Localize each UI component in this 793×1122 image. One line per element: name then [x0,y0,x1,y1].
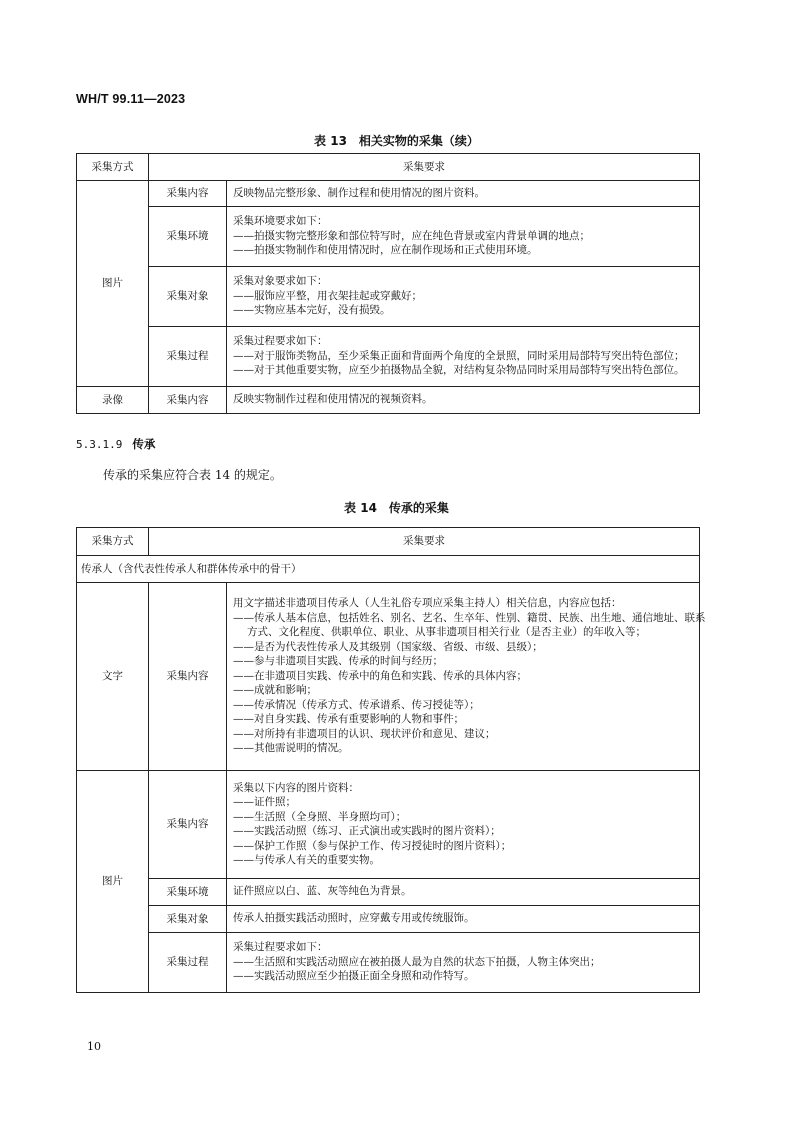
page-number: 10 [87,1040,101,1053]
requirement-cell: 采集环境要求如下： ——拍摄实物完整形象和部位特写时，应在纯色背景或室内背景单调的地点； ——拍摄实物制作和使用情况时，应在制作现场和正式使用环境。 [227,207,700,267]
table-13-caption: 表 13 相关实物的采集（续） [314,134,479,148]
section-number: 5.3.1.9 [76,438,123,451]
table-row [77,267,700,327]
table-subheader-row [77,556,700,583]
table-header-row [77,154,700,181]
method-cell: 图片 [77,771,149,993]
item-cell: 采集对象 [149,906,227,933]
header-requirements: 采集要求 [149,528,700,556]
method-cell: 文字 [77,583,149,771]
table-14 [76,527,706,993]
item-cell: 采集内容 [149,583,227,771]
requirement-cell: 传承人拍摄实践活动照时，应穿戴专用或传统服饰。 [227,906,700,933]
item-cell: 采集过程 [149,933,227,993]
requirement-cell: 反映实物制作过程和使用情况的视频资料。 [227,387,700,414]
header-method: 采集方式 [77,528,149,556]
table-row [77,771,700,879]
method-cell: 录像 [77,387,149,414]
requirement-cell: 采集对象要求如下： ——服饰应平整，用衣架挂起或穿戴好； ——实物应基本完好，没有损毁。 [227,267,700,327]
item-cell: 采集过程 [149,327,227,387]
item-cell: 采集环境 [149,207,227,267]
requirement-cell: 用文字描述非遗项目传承人（人生礼俗专项应采集主持人）相关信息，内容应包括： ——传承人基本信息，包括姓名、别名、艺名、生卒年、性别、籍贯、民族、出生地、通信地址、联系 方式、文化程度、供职单位、职业、从事非遗项目相关行业（是否主业）的年收入等； ——是否为代表性传承人及其级别（国家级、省级、市级、县级）； ——参与非遗项目实践、传承的时间与经历； ——在非遗项目实践、传承中的角色和实践、传承的具体内容； ——成就和影响； ——传承情况（传承方式、传承谱系、传习授徒等）； ——对自身实践、传承有重要影响的人物和事件； ——对所持有非遗项目的认识、现状评价和意见、建议； ——其他需说明的情况。 [227,583,700,771]
table-14-caption: 表 14 传承的采集 [344,501,449,515]
section-title: 传承 [132,437,156,451]
table-row [77,879,700,906]
table-row [77,583,700,771]
table-13 [76,153,700,414]
method-cell: 图片 [77,181,149,387]
requirement-cell: 证件照应以白、蓝、灰等纯色为背景。 [227,879,700,906]
header-requirements: 采集要求 [149,154,700,181]
section-paragraph: 传承的采集应符合表 14 的规定。 [103,468,282,482]
subheader-cell: 传承人（含代表性传承人和群体传承中的骨干） [77,556,700,583]
table-row [77,207,700,267]
table-row [77,327,700,387]
table-row [77,181,700,207]
item-cell: 采集内容 [149,387,227,414]
table-row [77,387,700,414]
table-row [77,906,700,933]
document-code: WH/T 99.11—2023 [76,92,186,106]
requirement-cell: 采集过程要求如下： ——对于服饰类物品，至少采集正面和背面两个角度的全景照，同时采用局部特写突出特色部位； ——对于其他重要实物，应至少拍摄物品全貌，对结构复杂物品同时采用局部特写突出特色部位。 [227,327,700,387]
item-cell: 采集对象 [149,267,227,327]
item-cell: 采集内容 [149,771,227,879]
item-cell: 采集环境 [149,879,227,906]
section-heading [76,436,155,452]
item-cell: 采集内容 [149,181,227,207]
header-method: 采集方式 [77,154,149,181]
requirement-cell: 采集过程要求如下： ——生活照和实践活动照应在被拍摄人最为自然的状态下拍摄，人物主体突出； ——实践活动照应至少拍摄正面全身照和动作特写。 [227,933,700,993]
requirement-cell: 采集以下内容的图片资料： ——证件照； ——生活照（全身照、半身照均可）； ——实践活动照（练习、正式演出或实践时的图片资料）； ——保护工作照（参与保护工作、传习授徒时的图片资料）； ——与传承人有关的重要实物。 [227,771,700,879]
requirement-cell: 反映物品完整形象、制作过程和使用情况的图片资料。 [227,181,700,207]
table-header-row [77,528,700,556]
table-row [77,933,700,993]
